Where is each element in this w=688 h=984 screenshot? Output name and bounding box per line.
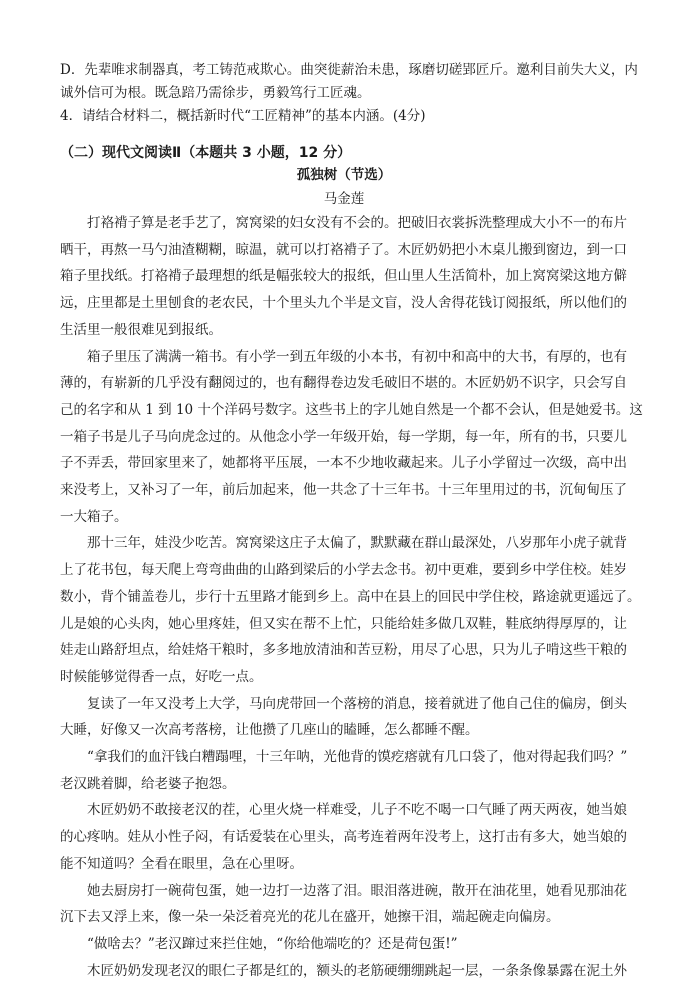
article-title: 孤独树（节选） xyxy=(296,167,392,183)
paragraph-line: 生活里一般很难见到报纸。 xyxy=(60,321,222,338)
paragraph-line: 她去厨房打一碗荷包蛋，她一边打一边落了泪。眼泪落进碗，散开在油花里，她看见那油花 xyxy=(60,882,627,899)
option-d-line-2: 诚外信可为根。既急踣乃需徐步，勇毅笃行工匠魂。 xyxy=(60,85,371,101)
article-author: 马金莲 xyxy=(323,191,365,207)
paragraph-line: 木匠奶奶发现老汉的眼仁子都是红的，额头的老筋硬绷绷跳起一层，一条条像暴露在泥土外 xyxy=(60,962,627,979)
paragraph-line: 箱子里压了满满一箱书。有小学一到五年级的小本书，有初中和高中的大书，有厚的，也有 xyxy=(60,348,627,365)
paragraph-line: 时候能够觉得香一点，好吃一点。 xyxy=(60,668,263,685)
paragraph-line: 能不知道吗？全看在眼里，急在心里呀。 xyxy=(60,855,303,872)
option-d-line-1: D．先辈唯求制器真，考工铸范戒欺心。曲突徙薪治未患，琢磨切磋郢匠斤。邀利目前失大义，内 xyxy=(60,62,638,78)
paragraph-line: 己的名字和从 1 到 10 十个洋码号数字。这些书上的字儿她自然是一个都不会认，但是她爱书。这 xyxy=(60,401,643,418)
paragraph-line: 的心疼呐。娃从小性子闷，有话爱装在心里头，高考连着两年没考上，这打击有多大，她当娘的 xyxy=(60,829,627,846)
paragraph-line: 一箱子书是儿子马向虎念过的。从他念小学一年级开始，每一学期，每一年，所有的书，只要儿 xyxy=(60,428,627,445)
paragraph-line: 一大箱子。 xyxy=(60,508,128,525)
paragraph-line: 上了花书包，每天爬上弯弯曲曲的山路到梁后的小学去念书。初中更难，要到乡中学住校。娃岁 xyxy=(60,562,627,579)
paragraph-line: 子不弄丢，带回家里来了，她都将平压展，一本不少地收藏起来。儿子小学留过一次级，高中出 xyxy=(60,455,627,472)
paragraph-line: 薄的，有崭新的几乎没有翻阅过的，也有翻得卷边发毛破旧不堪的。木匠奶奶不识字，只会写自 xyxy=(60,375,627,392)
paragraph-line: 儿是娘的心头肉，她心里疼娃，但又实在帮不上忙，只能给娃多做几双鞋，鞋底纳得厚厚的，让 xyxy=(60,615,627,632)
paragraph-line: 箱子里找纸。打袼褙子最理想的纸是幅张较大的报纸，但山里人生活简朴，加上窝窝梁这地方僻 xyxy=(60,268,627,285)
paragraph-line: 大睡，好像又一次高考落榜，让他攒了几座山的瞌睡，怎么都睡不醒。 xyxy=(60,722,479,739)
paragraph-line: 娃走山路舒坦点，给娃烙干粮时，多多地放清油和苦豆粉，用尽了心思，只为儿子啃这些干粮的 xyxy=(60,642,627,659)
paragraph-line: 来没考上，又补习了一年，前后加起来，他一共念了十三年书。十三年里用过的书，沉甸甸压了 xyxy=(60,482,627,498)
paragraph-line: 那十三年，娃没少吃苦。窝窝梁这庄子太偏了，默默藏在群山最深处，八岁那年小虎子就背 xyxy=(60,535,627,552)
paragraph-line: 沉下去又浮上来，像一朵一朵泛着亮光的花儿在盛开，她擦干泪，端起碗走向偏房。 xyxy=(60,909,560,926)
paragraph-line: 复读了一年又没考上大学，马向虎带回一个落榜的消息，接着就进了他自己住的偏房，倒头 xyxy=(60,695,627,712)
paragraph-line: 打袼褙子算是老手艺了，窝窝梁的妇女没有不会的。把破旧衣裳拆洗整理成大小不一的布片 xyxy=(60,215,627,231)
question-4: 4．请结合材料二，概括新时代“工匠精神”的基本内涵。(4分) xyxy=(60,108,426,124)
paragraph-line: “做啥去？”老汉蹿过来拦住她，“你给他端吃的？还是荷包蛋!” xyxy=(60,935,458,952)
paragraph-line: 数小，背个铺盖卷儿，步行十五里路才能到乡上。高中在县上的回民中学住校，路途就更遥远了。 xyxy=(60,588,641,605)
paragraph-line: 老汉跳着脚，给老婆子抱怨。 xyxy=(60,775,236,792)
paragraph-line: 远，庄里都是土里刨食的老农民，十个里头九个半是文盲，没人舍得花钱订阅报纸，所以他们的 xyxy=(60,295,627,312)
paragraph-line: 晒干，再熬一马勺油渣糊糊，晾温，就可以打袼褙子了。木匠奶奶把小木桌儿搬到窗边，到一口 xyxy=(60,241,627,258)
paragraph-line: 木匠奶奶不敢接老汉的茬，心里火烧一样难受，儿子不吃不喝一口气睡了两天两夜，她当娘 xyxy=(60,802,627,819)
paragraph-line: “拿我们的血汗钱白糟蹋哩，十三年呐，光他背的馍疙瘩就有几口袋了，他对得起我们吗？” xyxy=(60,749,628,765)
section-title: （二）现代文阅读Ⅱ（本题共 3 小题，12 分） xyxy=(60,145,352,161)
